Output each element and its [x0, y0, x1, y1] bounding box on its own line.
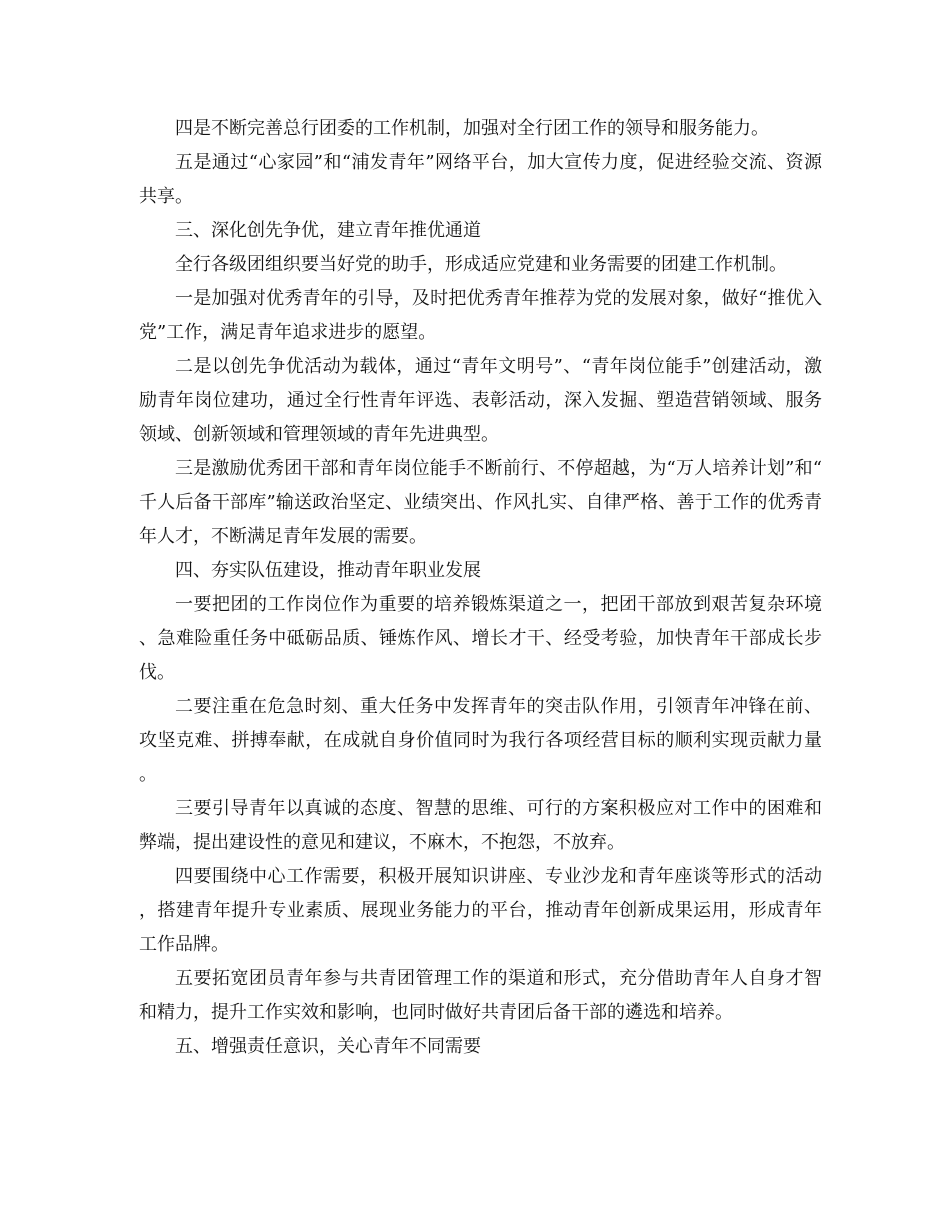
- document-body: [139, 112, 822, 1064]
- paragraph: 四要围绕中心工作需要，积极开展知识讲座、专业沙龙和青年座谈等形式的活动，搭建青年提升专业素质、展现业务能力的平台，推动青年创新成果运用，形成青年工作品牌。: [139, 866, 822, 955]
- paragraph: 一要把团的工作岗位作为重要的培养锻炼渠道之一，把团干部放到艰苦复杂环境、急难险重任务中砥砺品质、锤炼作风、增长才干、经受考验，加快青年干部成长步伐。: [139, 594, 822, 683]
- paragraph: 全行各级团组织要当好党的助手，形成适应党建和业务需要的团建工作机制。: [175, 254, 787, 275]
- section-heading: 四、夯实队伍建设，推动青年职业发展: [175, 560, 481, 581]
- paragraph: 三要引导青年以真诚的态度、智慧的思维、可行的方案积极应对工作中的困难和弊端，提出建设性的意见和建议，不麻木，不抱怨，不放弃。: [139, 798, 822, 853]
- paragraph: 一是加强对优秀青年的引导，及时把优秀青年推荐为党的发展对象，做好“推优入党”工作，满足青年追求进步的愿望。: [139, 288, 822, 343]
- section-heading: 五、增强责任意识，关心青年不同需要: [175, 1036, 481, 1057]
- paragraph: 二要注重在危急时刻、重大任务中发挥青年的突击队作用，引领青年冲锋在前、攻坚克难、拼搏奉献，在成就自身价值同时为我行各项经营目标的顺利实现贡献力量。: [139, 696, 822, 785]
- paragraph: 三是激励优秀团干部和青年岗位能手不断前行、不停超越，为“万人培养计划”和“千人后备干部库”输送政治坚定、业绩突出、作风扎实、自律严格、善于工作的优秀青年人才，不断满足青年发展的需要。: [139, 458, 822, 547]
- paragraph: 四是不断完善总行团委的工作机制，加强对全行团工作的领导和服务能力。: [175, 118, 769, 139]
- paragraph: 五是通过“心家园”和“浦发青年”网络平台，加大宣传力度，促进经验交流、资源共享。: [139, 152, 822, 207]
- section-heading: 三、深化创先争优，建立青年推优通道: [175, 220, 481, 241]
- paragraph: 五要拓宽团员青年参与共青团管理工作的渠道和形式，充分借助青年人自身才智和精力，提升工作实效和影响，也同时做好共青团后备干部的遴选和培养。: [139, 968, 822, 1023]
- paragraph: 二是以创先争优活动为载体，通过“青年文明号”、“青年岗位能手”创建活动，激励青年岗位建功，通过全行性青年评选、表彰活动，深入发掘、塑造营销领域、服务领域、创新领域和管理领域的青年先进典型。: [139, 356, 822, 445]
